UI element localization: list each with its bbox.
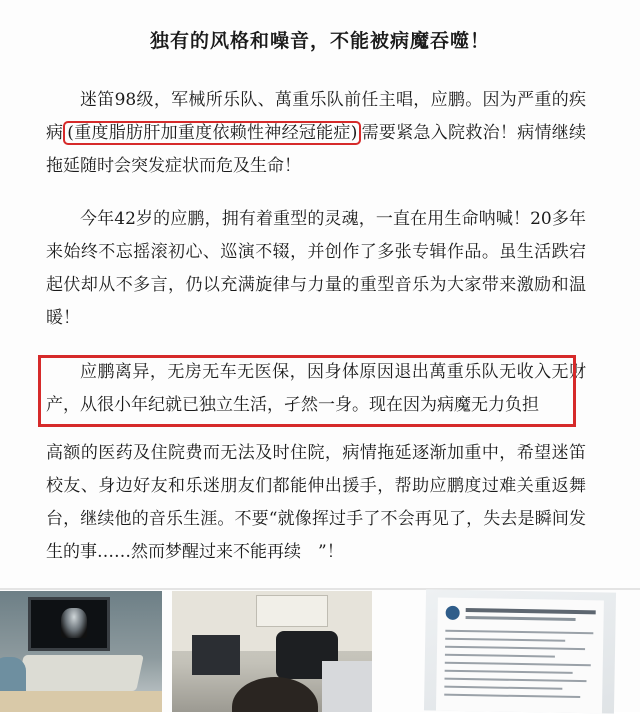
- paragraph-1: [46, 84, 586, 183]
- paragraph-1-text-after: 需要紧急入院救治！病情继续拖延随时会突发症状而危及生命！: [46, 123, 587, 176]
- paragraph-4: 高额的医药及住院费而无法及时住院，病情拖延逐渐加重中，希望迷笛校友、身边好友和乐迷朋友们都能伸出援手，帮助应鹏度过难关重返舞台，继续他的音乐生涯。不要“就像挥过手了不会再见了，失去是瞬间发生的事……然而梦醒过来不能再续 ”！: [46, 443, 586, 562]
- paragraph-2: 今年42岁的应鹏，拥有着重型的灵魂，一直在用生命呐喊！20多年来始终不忘摇滚初心、巡演不辍，并创作了多张专辑作品。虽生活跌宕起伏却从不多言，仍以充满旋律与力量的重型音乐为大家带来激励和温暖！: [46, 209, 586, 328]
- desk: [0, 691, 162, 712]
- highlighted-diagnosis: (重度脂肪肝加重度依赖性神经冠能症): [63, 121, 361, 145]
- ultrasound-monitor: [28, 597, 110, 651]
- photo-medical-report: [424, 589, 616, 713]
- wall-cabinet: [256, 595, 328, 627]
- medical-machine: [322, 661, 372, 712]
- paragraph-1-text-before: 迷笛98级，军械所乐队、萬重乐队前任主唱，应鹏。因为严重的疾病: [46, 90, 586, 143]
- photo-hospital-room: [172, 591, 372, 712]
- person-head: [232, 677, 318, 712]
- computer-monitor: [192, 635, 240, 675]
- ultrasound-console: [16, 655, 144, 691]
- divider: [0, 588, 640, 590]
- paragraph-3: 应鹏离异，无房无车无医保，因身体原因退出萬重乐队无收入无财产，从很小年纪就已独立生活，孑然一身。现在因为病魔无力负担: [46, 362, 586, 415]
- photo-ultrasound-exam: [0, 591, 162, 712]
- document-title: 独有的风格和噪音，不能被病魔吞噬！: [149, 30, 490, 52]
